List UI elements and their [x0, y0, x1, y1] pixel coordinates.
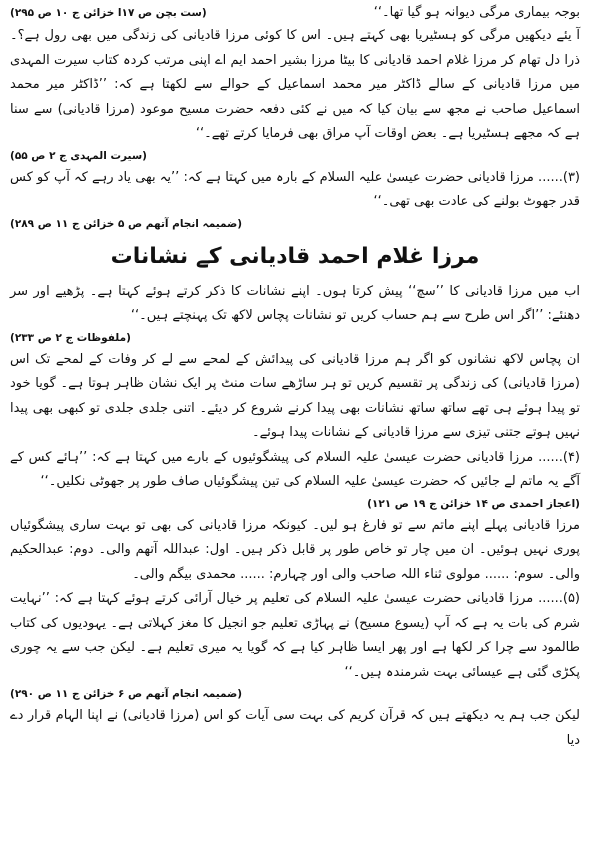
paragraph-6: مرزا قادیانی پہلے اپنے ماتم سے تو فارغ ہو لیں۔ کیونکہ مرزا قادیانی کی بھی تو بہت ساری پیشگوئیاں پوری نہیں ہوئیں۔ ان میں چار تو خاص طور پر قابل ذکر ہیں۔ اول: عبداللہ آتھم والی۔ دوم: عبدالحکیم والی۔ سوم: ...... مولوی ثناء اللہ صاحب والی اور چہارم: ...... محمدی بیگم والی۔ — [10, 517, 580, 582]
paragraph-1: آ یئے دیکھیں مرگی کو ہسٹیریا بھی کہتے ہیں۔ اس کا کوئی مرزا قادیانی کی زندگی میں بھی رول ہے؟۔ ذرا دل تھام کر مرزا غلام احمد قادیانی کا بیٹا مرزا بشیر احمد ایم اے اپنی مرتب کردہ کتاب سیرت المہدی میں مرزا قادیانی کے سالے ڈاکٹر میر محمد اسماعیل کے حوالے سے لکھتا ہے کہ: ’’ڈاکٹر میر محمد اسماعیل صاحب نے مجھ سے بیان کیا کہ میں نے کئی دفعہ حضرت مسیح موعود (مرزا قادیانی) سے سنا ہے کہ مجھے ہسٹیریا ہے۔ بعض اوقات آپ مراق بھی فرمایا کرتے تھے۔‘‘ — [10, 28, 580, 141]
paragraph-4: ان پچاس لاکھ نشانوں کو اگر ہم مرزا قادیانی کی پیدائش کے لمحے سے لے کر وفات کے لمحے تک اس (مرزا قادیانی) کی زندگی پر تقسیم کریں تو ہر ساڑھے سات منٹ پر ایک نشان ظاہر ہوتا ہے۔ گویا خود تو پیدا ہوئے ہی تھے ساتھ ساتھ نشانات بھی پیدا کرنے شروع کر دیئے۔ اتنی جلدی جلدی تو کبھی بھی پیدا نہیں ہوتے جتنی تیزی سے مرزا قادیانی کے نشانات پیدا ہوئے۔ — [10, 351, 580, 440]
reference-1: (سیرت المہدی ج ۲ ص ۵۵) — [10, 149, 147, 162]
reference-7: (ضمیمہ انجام آتھم ص ۶ خزائن ج ۱۱ ص ۲۹۰) — [10, 688, 243, 700]
section-heading: مرزا غلام احمد قادیانی کے نشانات — [110, 243, 480, 269]
paragraph-8: لیکن جب ہم یہ دیکھتے ہیں کہ قرآن کریم کی بہت سی آیات کو اس (مرزا قادیانی) نے اپنا الہام قرار دے دیا — [10, 708, 580, 748]
paragraph-3: اب میں مرزا قادیانی کا ’’سچ‘‘ پیش کرتا ہوں۔ اپنے نشانات کا ذکر کرتے ہوئے کہتا ہے۔ پڑھیے اور سر دھنئے: ’’اگر اس طرح سے ہم حساب کریں تو نشانات پچاس لاکھ تک پہنچتے ہیں۔‘‘ — [10, 283, 580, 323]
paragraph-7: (۵)...... مرزا قادیانی حضرت عیسیٰ علیہ السلام کی تعلیم پر خیال آرائی کرتے ہوئے کہتا ہے کہ: ’’نہایت شرم کی بات یہ ہے کہ آپ (یسوع مسیح) نے پہاڑی تعلیم جو انجیل کا مغز کہلاتی ہے۔ یہودیوں کی کتاب طالمود سے چرا کر لکھا ہے اور پھر ایسا ظاہر کیا ہے کہ گویا یہ میری تعلیم ہے۔ لیکن جب سے یہ چوری پکڑی گئی ہے عیسائی بہت شرمندہ ہیں۔‘‘ — [10, 591, 580, 680]
reference-5: (اعجاز احمدی ص ۱۴ خزائن ج ۱۹ ص ۱۲۱) — [367, 497, 580, 510]
top-line-text: بوجہ بیماری مرگی دیوانہ ہو گیا تھا۔‘‘ — [373, 5, 580, 20]
top-line — [10, 2, 580, 24]
reference-3: (ملفوظات ج ۲ ص ۲۳۳) — [10, 331, 131, 344]
reference-2: (ضمیمہ انجام آتھم ص ۵ خزائن ج ۱۱ ص ۲۸۹) — [10, 217, 243, 230]
top-line-reference: (ست بچن ص ۱۷ا خزائن ج ۱۰ ص ۲۹۵) — [10, 7, 207, 19]
paragraph-5: (۴)...... مرزا قادیانی حضرت عیسیٰ علیہ السلام کی پیشگوئیوں کے بارے میں کہتا ہے کہ: ’’ہائے کس کے آگے یہ ماتم لے جائیں کہ حضرت عیسیٰ علیہ السلام کی تین پیشگوئیاں صاف طور پر جھوٹی نکلیں۔‘‘ — [10, 449, 580, 489]
paragraph-2: (۳)...... مرزا قادیانی حضرت عیسیٰ علیہ السلام کے بارہ میں کہتا ہے کہ: ’’یہ بھی یاد رہے کہ آپ کو کس قدر جھوٹ بولنے کی عادت بھی تھی۔‘‘ — [10, 169, 580, 209]
